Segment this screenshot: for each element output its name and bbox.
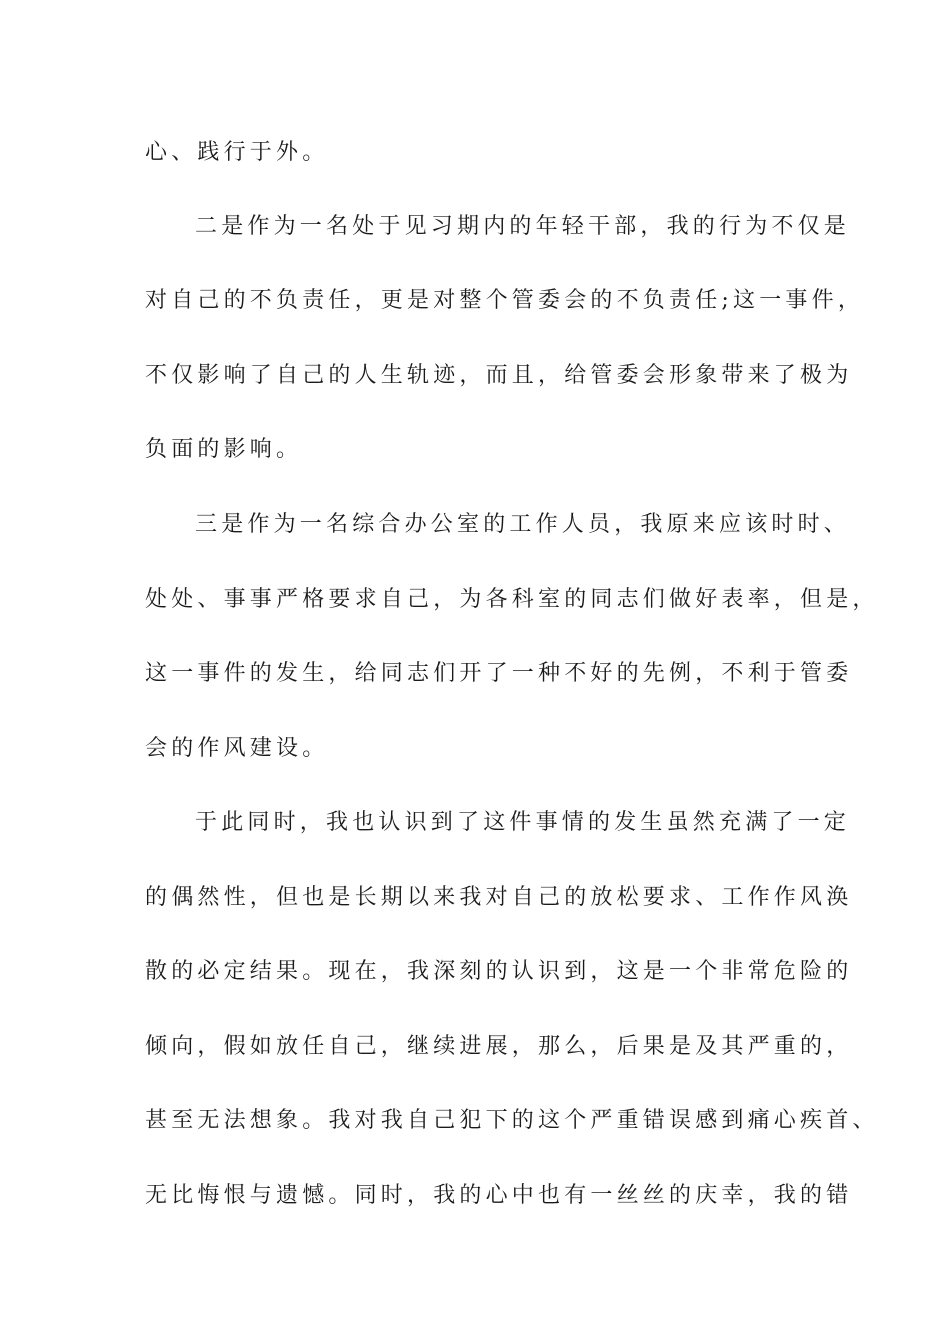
text-line-7: 处处、事事严格要求自己，为各科室的同志们做好表率，但是，: [145, 587, 879, 612]
text-line-12: 散的必定结果。现在，我深刻的认识到，这是一个非常危险的: [145, 959, 853, 984]
text-line-5: 负面的影响。: [145, 437, 303, 462]
text-line-14: 甚至无法想象。我对我自己犯下的这个严重错误感到痛心疾首、: [145, 1108, 879, 1133]
text-line-13: 倾向，假如放任自己，继续进展，那么，后果是及其严重的，: [145, 1034, 853, 1059]
text-line-9: 会的作风建设。: [145, 736, 329, 761]
paragraph-start-line: 于此同时，我也认识到了这件事情的发生虽然充满了一定: [195, 810, 851, 835]
text-line-15: 无比悔恨与遗憾。同时，我的心中也有一丝丝的庆幸，我的错: [145, 1183, 853, 1208]
text-line-8: 这一事件的发生，给同志们开了一种不好的先例，不利于管委: [145, 661, 853, 686]
paragraph-start-line: 二是作为一名处于见习期内的年轻干部，我的行为不仅是: [195, 214, 851, 239]
text-line-4: 不仅影响了自己的人生轨迹，而且，给管委会形象带来了极为: [145, 363, 853, 388]
paragraph-start-line: 三是作为一名综合办公室的工作人员，我原来应该时时、: [195, 512, 851, 537]
text-line-1: 心、践行于外。: [145, 140, 329, 165]
text-line-3: 对自己的不负责任，更是对整个管委会的不负责任;这一事件，: [145, 288, 865, 313]
text-line-11: 的偶然性，但也是长期以来我对自己的放松要求、工作作风涣: [145, 885, 853, 910]
